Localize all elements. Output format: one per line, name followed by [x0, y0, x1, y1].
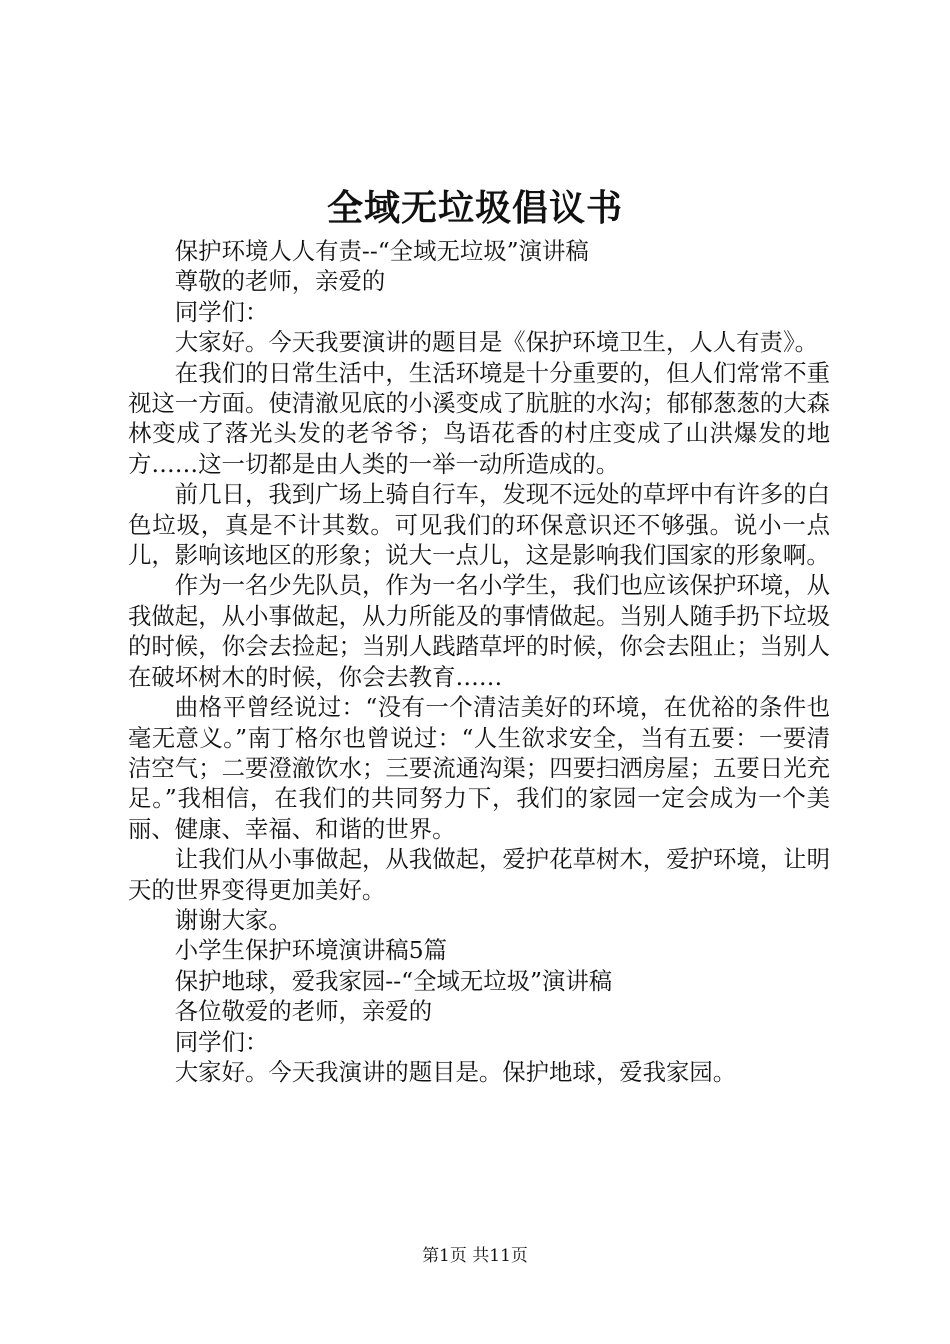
paragraph-salutation-2: 各位敬爱的老师，亲爱的 — [174, 997, 433, 1026]
paragraph-salutation-2b: 同学们： — [174, 1027, 269, 1056]
paragraph-section-heading: 小学生保护环境演讲稿5篇 — [174, 936, 447, 965]
paragraph-speech-title-1: 保护环境人人有责--“全域无垃圾”演讲稿 — [174, 237, 589, 265]
paragraph-body: 让我们从小事做起，从我做起，爱护花草树木，爱护环境，让明天的世界变得更加美好。 — [128, 845, 830, 904]
paragraph-body: 在我们的日常生活中，生活环境是十分重要的，但人们常常不重视这一方面。使清澈见底的小溪变成了肮脏的水沟；郁郁葱葱的大森林变成了落光头发的老爷爷；鸟语花香的村庄变成了山洪爆发的地方……这一切都是由人类的一举一动所造成的。 — [128, 358, 830, 478]
paragraph-body: 前几日，我到广场上骑自行车，发现不远处的草坪中有许多的白色垃圾，真是不计其数。可见我们的环保意识还不够强。说小一点儿，影响该地区的形象；说大一点儿，这是影响我们国家的形象啊。 — [128, 480, 830, 570]
paragraph-salutation-1b: 同学们： — [174, 297, 269, 326]
document-title: 全域无垃圾倡议书 — [326, 187, 623, 229]
paragraph-closing: 谢谢大家。 — [174, 905, 292, 934]
paragraph-greeting-1: 大家好。今天我要演讲的题目是《保护环境卫生，人人有责》。 — [174, 328, 819, 357]
document-body — [128, 236, 830, 1087]
paragraph-greeting-2: 大家好。今天我演讲的题目是。保护地球，爱我家园。 — [174, 1057, 737, 1086]
paragraph-body: 曲格平曾经说过：“没有一个清洁美好的环境，在优裕的条件也毫无意义。”南丁格尔也曾说过：“人生欲求安全，当有五要：一要清洁空气；二要澄澈饮水；三要流通沟渠；四要扫洒房屋；五要日光充足。”我相信，在我们的共同努力下，我们的家园一定会成为一个美丽、健康、幸福、和谐的世界。 — [128, 693, 830, 843]
paragraph-speech-title-2: 保护地球，爱我家园--“全域无垃圾”演讲稿 — [174, 966, 613, 995]
paragraph-salutation-1: 尊敬的老师，亲爱的 — [174, 267, 386, 296]
page-footer: 第1页 共11页 — [422, 1246, 528, 1266]
paragraph-body: 作为一名少先队员，作为一名小学生，我们也应该保护环境，从我做起，从小事做起，从力所能及的事情做起。当别人随手扔下垃圾的时候，你会去捡起；当别人践踏草坪的时候，你会去阻止；当别人在破坏树木的时候，你会去教育…… — [128, 571, 830, 691]
